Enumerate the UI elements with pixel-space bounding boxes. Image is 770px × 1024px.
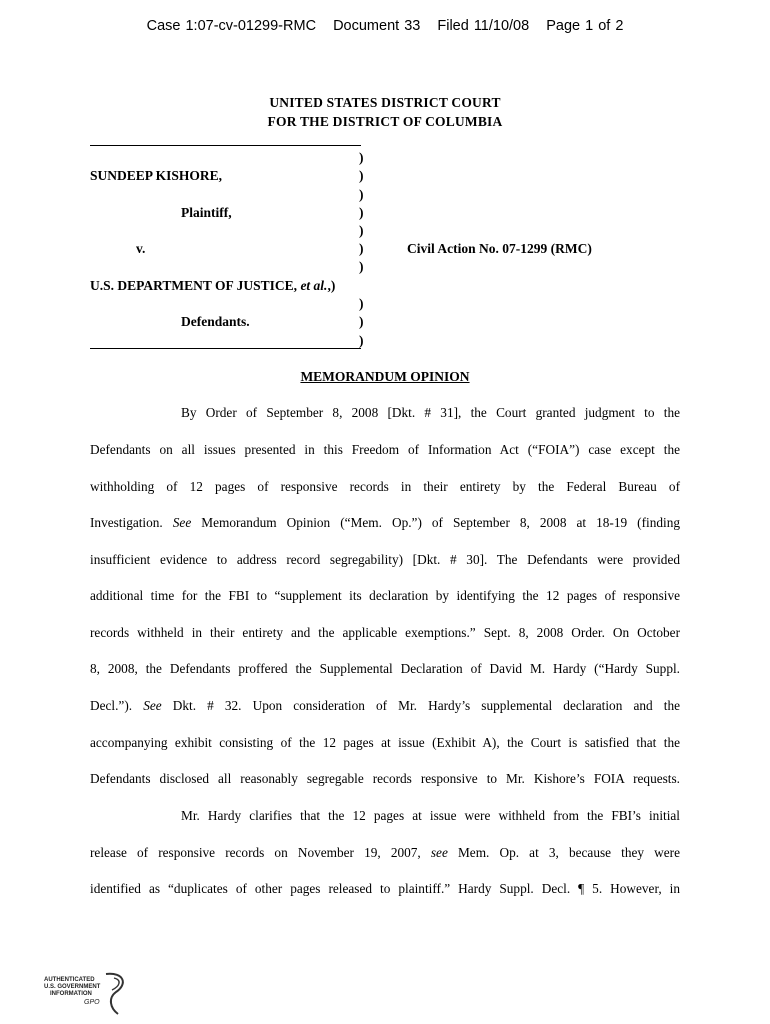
body-line [90, 515, 680, 531]
caption-paren: ) [359, 168, 364, 183]
caption-bottom-rule [90, 348, 361, 349]
signal-see: See [172, 515, 192, 530]
eagle-icon [106, 974, 123, 1014]
gpo-logo-mark: GPO [84, 999, 100, 1006]
caption-paren: ) [359, 296, 364, 311]
page-number: Page 1 of 2 [546, 18, 624, 34]
caption-paren: ) [359, 259, 364, 274]
body-line: insufficient evidence to address record segregability) [Dkt. # 30]. The Defendants were provided [90, 552, 680, 567]
caption-paren: ) [359, 314, 364, 329]
document-number: Document 33 [333, 18, 421, 34]
defendant-name: U.S. DEPARTMENT OF JUSTICE, [90, 278, 298, 293]
body-text: Dkt. # 32. Upon consideration of Mr. Hardy’s supplemental declaration and the [172, 698, 681, 713]
court-name-line2: FOR THE DISTRICT OF COLUMBIA [267, 114, 503, 129]
signal-see: See [143, 698, 162, 713]
case-number: Case 1:07-cv-01299-RMC [146, 18, 317, 34]
body-text: release of responsive records on November 19, 2007, [90, 845, 421, 860]
body-line: records withheld in their entirety and the applicable exemptions.” Sept. 8, 2008 Order. On October [90, 625, 680, 640]
defendant-name-line [90, 278, 335, 294]
versus: v. [136, 241, 146, 256]
caption-paren: ) [359, 187, 364, 202]
body-text: Mem. Op. at 3, because they were [457, 845, 681, 860]
signal-see: see [430, 845, 448, 860]
court-filing-stamp [0, 18, 770, 34]
body-line: identified as “duplicates of other pages released to plaintiff.” Hardy Suppl. Decl. ¶ 5. However, in [90, 881, 680, 896]
body-text: Decl.”). [90, 698, 133, 713]
caption-paren: ) [359, 150, 364, 165]
plaintiff-role: Plaintiff, [181, 205, 232, 220]
document-title: MEMORANDUM OPINION [300, 369, 470, 384]
gpo-logo-line1: AUTHENTICATED [44, 977, 95, 983]
defendant-role: Defendants. [181, 314, 250, 329]
body-line: 8, 2008, the Defendants proffered the Supplemental Declaration of David M. Hardy (“Hardy Suppl. [90, 661, 680, 676]
defendant-comma: , [327, 278, 331, 293]
body-line: By Order of September 8, 2008 [Dkt. # 31], the Court granted judgment to the [181, 405, 680, 420]
plaintiff-name: SUNDEEP KISHORE, [90, 168, 223, 183]
caption-paren: ) [359, 223, 364, 238]
caption-paren: ) [359, 205, 364, 220]
caption-paren: ) [359, 241, 364, 256]
defendant-et-al: et al. [300, 278, 328, 293]
caption-paren: ) [330, 278, 336, 293]
body-line: accompanying exhibit consisting of the 12 pages at issue (Exhibit A), the Court is satisfied that the [90, 735, 680, 750]
body-line: Defendants disclosed all reasonably segregable records responsive to Mr. Kishore’s FOIA requests. [90, 771, 680, 786]
body-text: Memorandum Opinion (“Mem. Op.”) of September 8, 2008 at 18-19 (finding [201, 515, 681, 530]
body-line [90, 698, 680, 714]
filed-date: Filed 11/10/08 [437, 18, 530, 34]
caption-paren: ) [359, 333, 364, 348]
body-line: Defendants on all issues presented in this Freedom of Information Act (“FOIA”) case except the [90, 442, 680, 457]
body-line: withholding of 12 pages of responsive records in their entirety by the Federal Bureau of [90, 479, 680, 494]
gpo-logo-line3: INFORMATION [50, 991, 92, 997]
eagle-wing-icon [112, 978, 119, 990]
body-line [90, 845, 680, 861]
court-name-line1: UNITED STATES DISTRICT COURT [269, 95, 501, 110]
gpo-authentication-logo [44, 970, 134, 1018]
civil-action-number: Civil Action No. 07-1299 (RMC) [407, 241, 592, 256]
body-line: Mr. Hardy clarifies that the 12 pages at issue were withheld from the FBI’s initial [181, 808, 680, 823]
gpo-logo-line2: U.S. GOVERNMENT [44, 984, 101, 990]
caption-top-rule [90, 145, 361, 146]
body-line: additional time for the FBI to “supplement its declaration by identifying the 12 pages of responsive [90, 588, 680, 603]
body-text: Investigation. [90, 515, 163, 530]
